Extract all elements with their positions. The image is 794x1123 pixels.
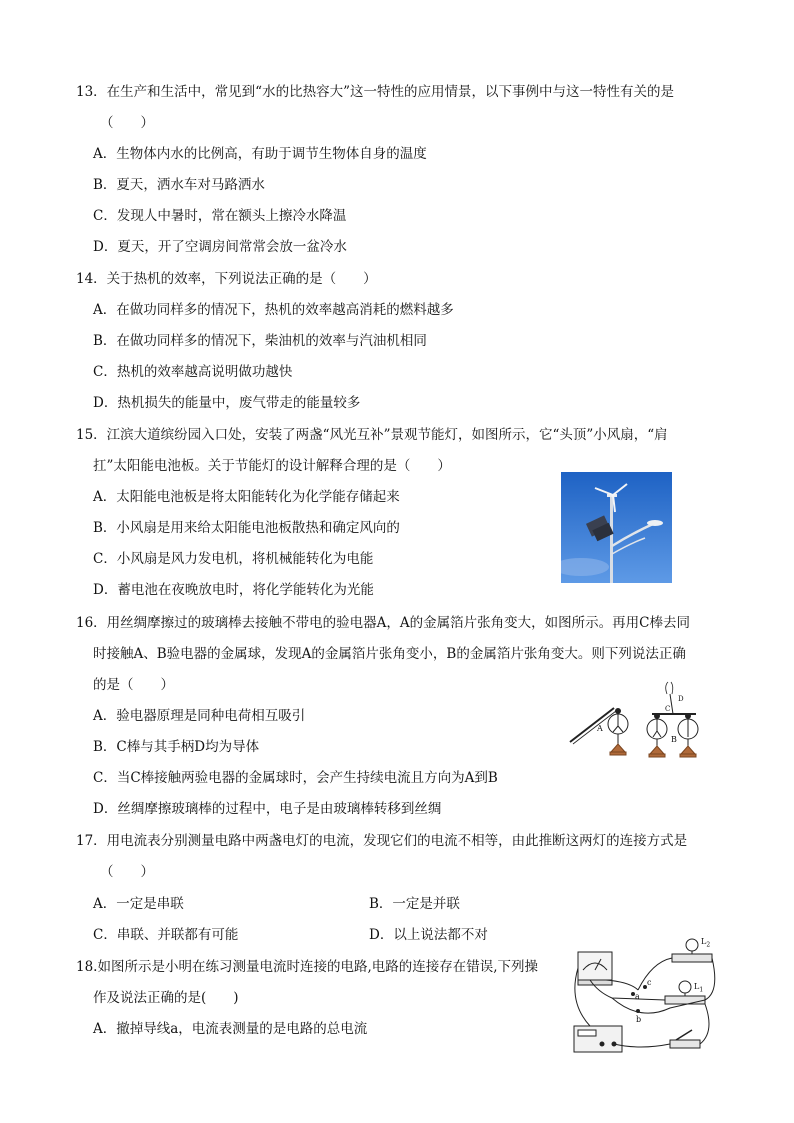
- q15-stem-line1: 15．江滨大道缤纷园入口处，安装了两盏“风光互补”景观节能灯，如图所示，它“头顶”小风扇，“肩: [76, 427, 668, 443]
- q13-stem-line1: 13．在生产和生活中，常见到“水的比热容大”这一特性的应用情景，以下事例中与这一特性有关的是: [76, 84, 674, 100]
- q13-option-a: A．生物体内水的比例高，有助于调节生物体自身的温度: [93, 146, 427, 162]
- label-d: D: [678, 695, 684, 703]
- q13-stem-line2: （ ）: [100, 115, 154, 131]
- q17-option-c: C．串联、并联都有可能: [93, 927, 239, 943]
- q13-option-b: B．夏天，洒水车对马路洒水: [93, 177, 265, 193]
- q13-option-c: C．发现人中暑时，常在额头上擦冷水降温: [93, 208, 347, 224]
- wire-label-a: a: [635, 992, 640, 1001]
- q16-stem-line2: 时接触A、B验电器的金属球，发现A的金属箔片张角变小，B的金属箔片张角变大。则下列说法正确: [93, 646, 686, 662]
- circuit-diagram: [570, 932, 720, 1060]
- q17-stem-line1: 17．用电流表分别测量电路中两盏电灯的电流，发现它们的电流不相等，由此推断这两灯的连接方式是: [76, 833, 688, 849]
- q15-option-a: A．太阳能电池板是将太阳能转化为化学能存储起来: [93, 489, 400, 505]
- q18-stem-line1: 18.如图所示是小明在练习测量电流时连接的电路,电路的连接存在错误,下列操: [76, 959, 539, 975]
- q14-option-d: D．热机损失的能量中，废气带走的能量较多: [93, 395, 361, 411]
- q18-option-a: A．撤掉导线a，电流表测量的是电路的总电流: [93, 1021, 368, 1037]
- q16-option-d: D．丝绸摩擦玻璃棒的过程中，电子是由玻璃棒转移到丝绸: [93, 801, 442, 817]
- label-a: A: [597, 724, 603, 733]
- q16-option-c: C．当C棒接触两验电器的金属球时，会产生持续电流且方向为A到B: [93, 770, 498, 786]
- q15-option-b: B．小风扇是用来给太阳能电池板散热和确定风向的: [93, 520, 400, 536]
- label-b: B: [671, 735, 677, 744]
- bulb-label-l2: $L_2$: [701, 937, 711, 949]
- q16-option-a: A．验电器原理是同种电荷相互吸引: [93, 708, 306, 724]
- q17-stem-line2: （ ）: [100, 864, 154, 880]
- q16-option-b: B．C棒与其手柄D均为导体: [93, 739, 260, 755]
- q16-stem-line1: 16．用丝绸摩擦过的玻璃棒去接触不带电的验电器A，A的金属箔片张角变大，如图所示。再用C棒去同: [76, 615, 691, 631]
- electroscope-diagram: [568, 680, 708, 760]
- q14-option-a: A．在做功同样多的情况下，热机的效率越高消耗的燃料越多: [93, 302, 454, 318]
- label-c: C: [665, 705, 671, 713]
- q18-stem-line2: 作及说法正确的是( ): [93, 990, 239, 1006]
- q14-option-c: C．热机的效率越高说明做功越快: [93, 364, 293, 380]
- q16-stem-line3: 的是（ ）: [93, 677, 174, 693]
- wire-label-c: c: [647, 978, 652, 987]
- q14-stem: 14．关于热机的效率，下列说法正确的是（ ）: [76, 271, 377, 287]
- q17-option-b: B．一定是并联: [369, 896, 460, 912]
- q15-stem-line2: 扛”太阳能电池板。关于节能灯的设计解释合理的是（ ）: [93, 458, 451, 474]
- bulb-label-l1: $L_1$: [694, 982, 704, 994]
- q13-option-d: D．夏天，开了空调房间常常会放一盆冷水: [93, 239, 347, 255]
- q14-option-b: B．在做功同样多的情况下，柴油机的效率与汽油机相同: [93, 333, 427, 349]
- wire-label-b: b: [636, 1015, 642, 1024]
- q15-option-c: C．小风扇是风力发电机，将机械能转化为电能: [93, 551, 374, 567]
- q17-option-d: D．以上说法都不对: [369, 927, 488, 943]
- q17-option-a: A．一定是串联: [93, 896, 184, 912]
- q15-option-d: D．蓄电池在夜晚放电时，将化学能转化为光能: [93, 582, 374, 598]
- wind-solar-lamp-photo: [561, 472, 672, 583]
